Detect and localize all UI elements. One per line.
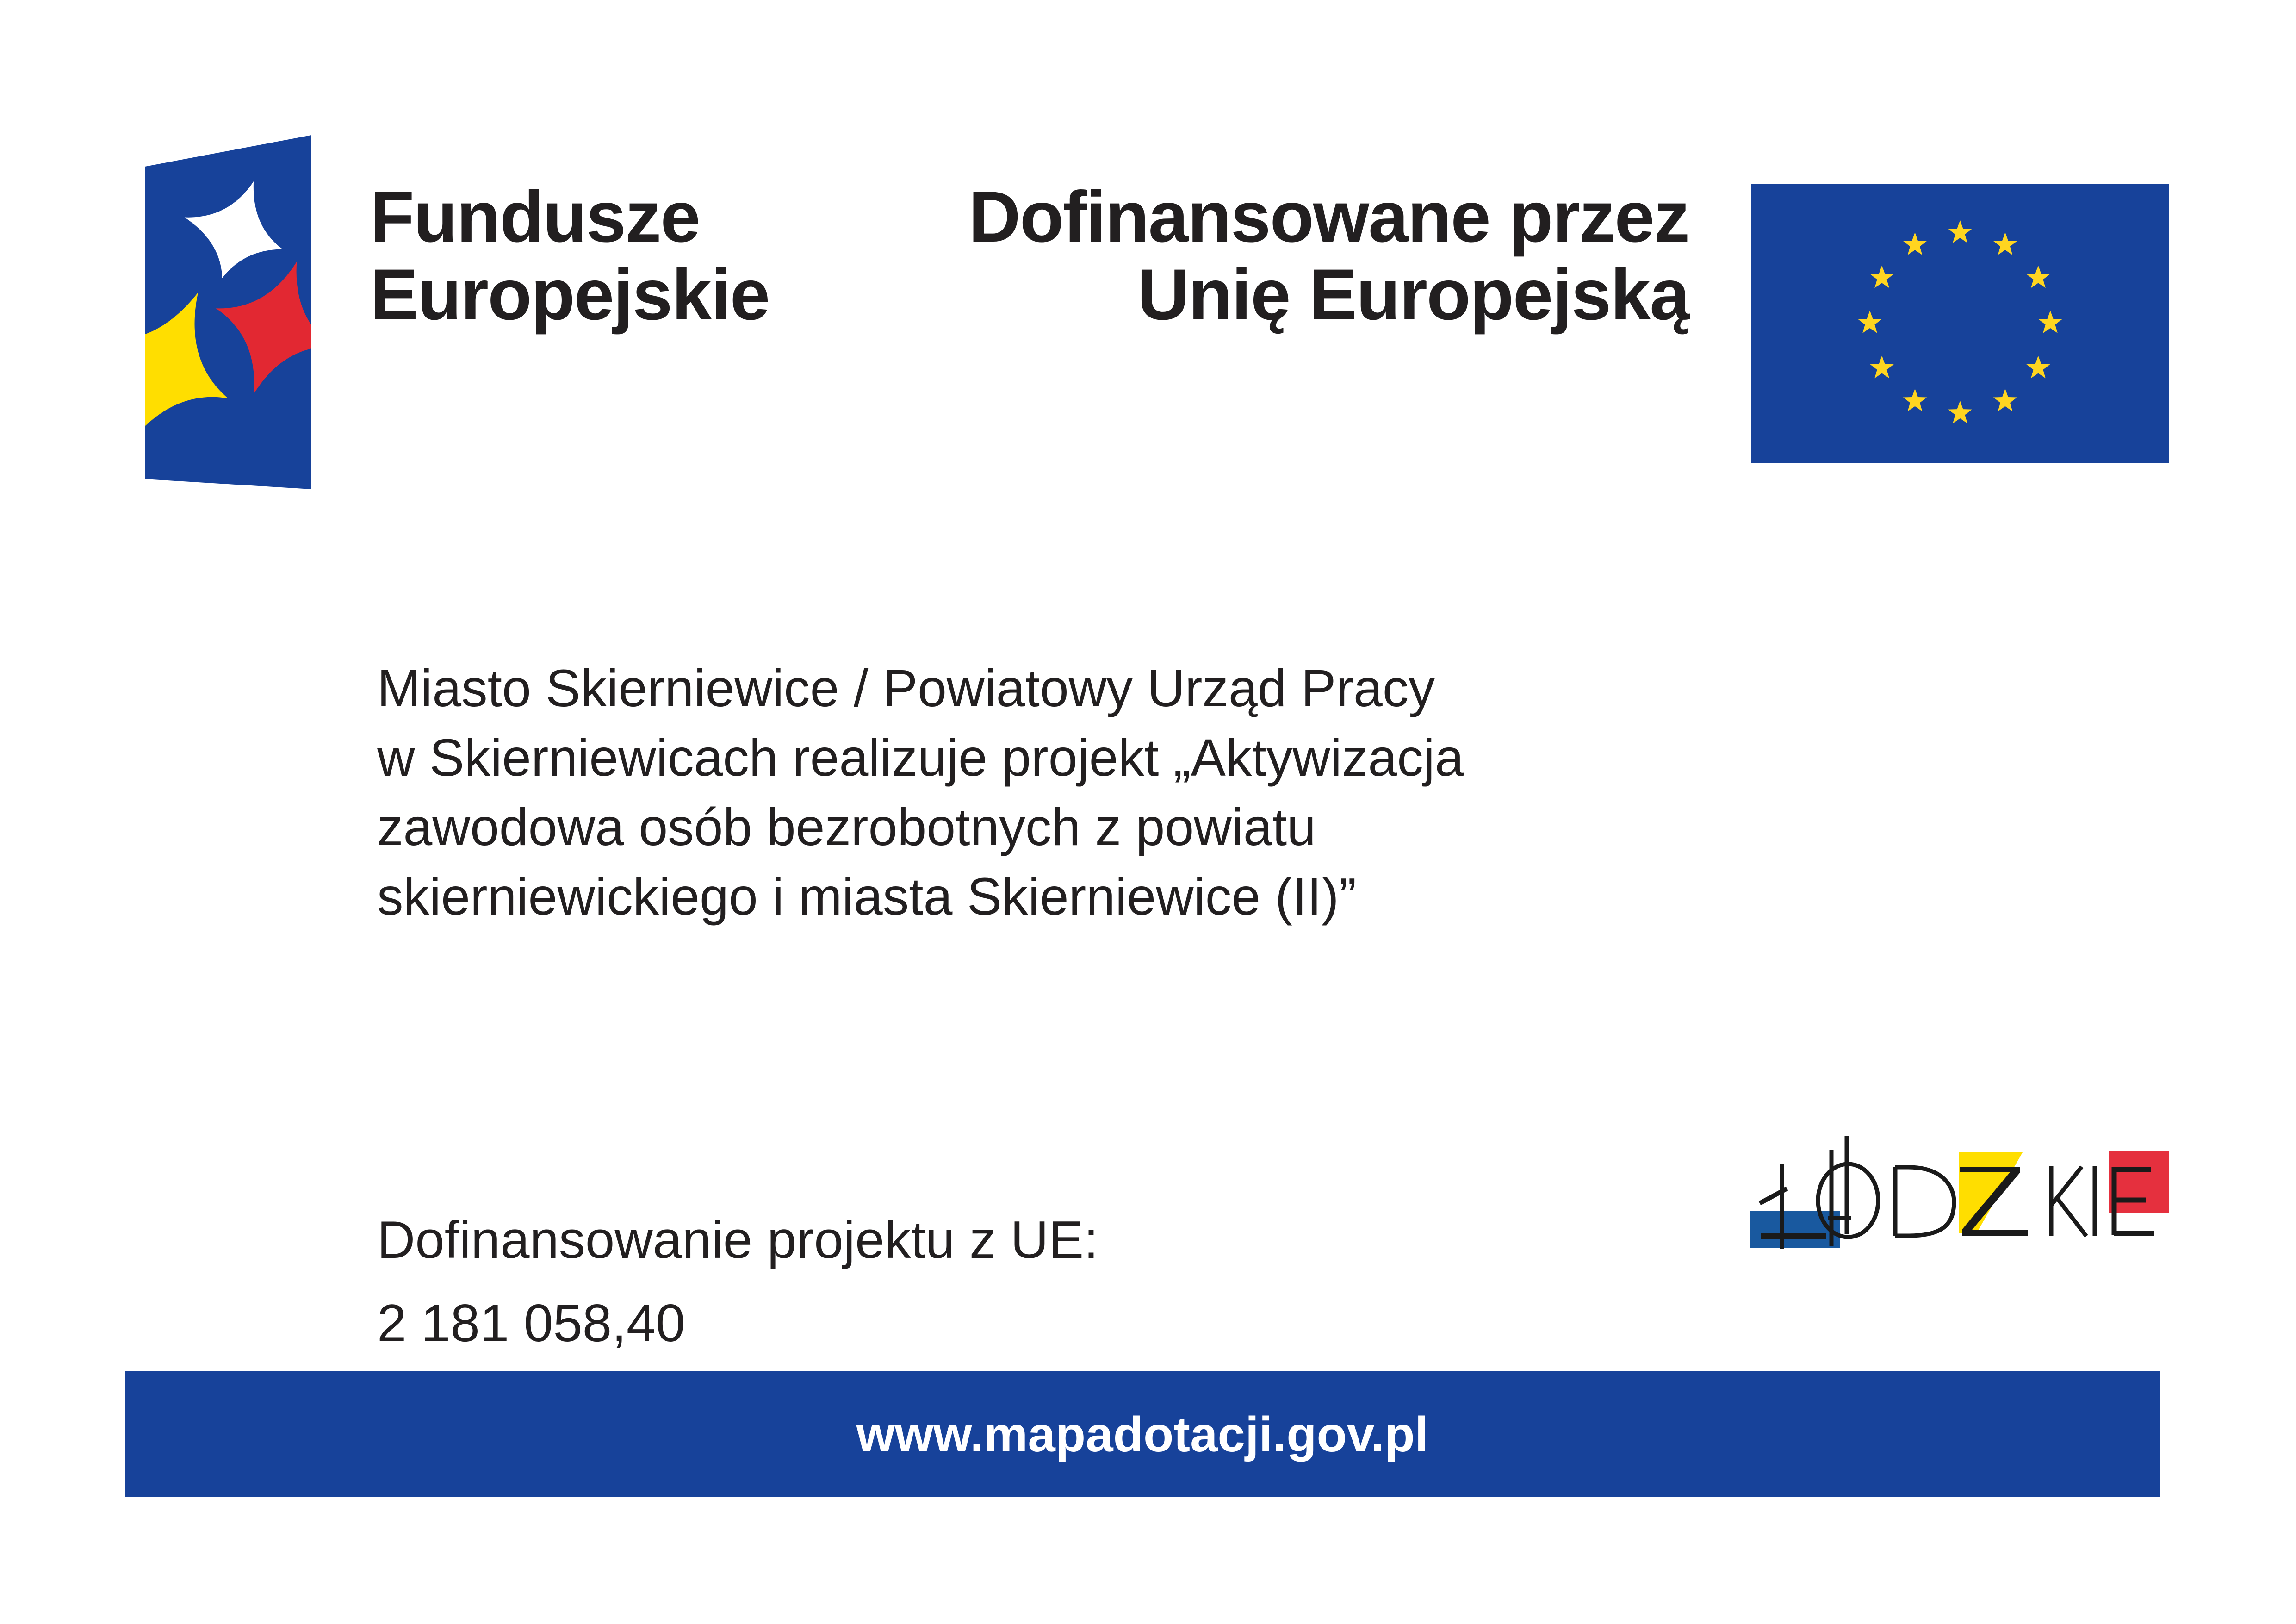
project-description-line: zawodowa osób bezrobotnych z powiatu (377, 798, 1316, 856)
funding-label: Dofinansowanie projektu z UE: (377, 1211, 1098, 1269)
lodzkie-logo (1712, 1125, 2193, 1263)
fe-logo-line1: Fundusze (370, 177, 700, 257)
lodzkie-red-block (2109, 1151, 2169, 1213)
project-description-line: Miasto Skierniewice / Powiatowy Urząd Pracy (377, 659, 1435, 717)
fe-logo-wordmark (370, 178, 769, 334)
project-description-line: skierniewickiego i miasta Skierniewice (II)” (377, 867, 1357, 926)
funded-by-line2: Unię Europejską (1137, 255, 1689, 335)
funding-amount: 2 181 058,40 (377, 1294, 685, 1353)
lodzkie-yellow-wedge (1959, 1152, 2023, 1233)
lodzkie-blue-block (1750, 1211, 1840, 1248)
footer-url: www.mapadotacji.gov.pl (856, 1406, 1429, 1462)
fundusze-europejskie-flag-icon (134, 130, 329, 495)
funded-by-text (787, 178, 1689, 334)
funding-block (377, 1199, 1098, 1365)
project-description (377, 653, 1464, 931)
fe-logo-line2: Europejskie (370, 255, 769, 335)
funded-by-line1: Dofinansowane przez (968, 177, 1689, 257)
eu-flag-icon (1751, 184, 2169, 463)
footer-bar (125, 1371, 2160, 1497)
project-description-line: w Skierniewicach realizuje projekt „Aktywizacja (377, 728, 1464, 787)
